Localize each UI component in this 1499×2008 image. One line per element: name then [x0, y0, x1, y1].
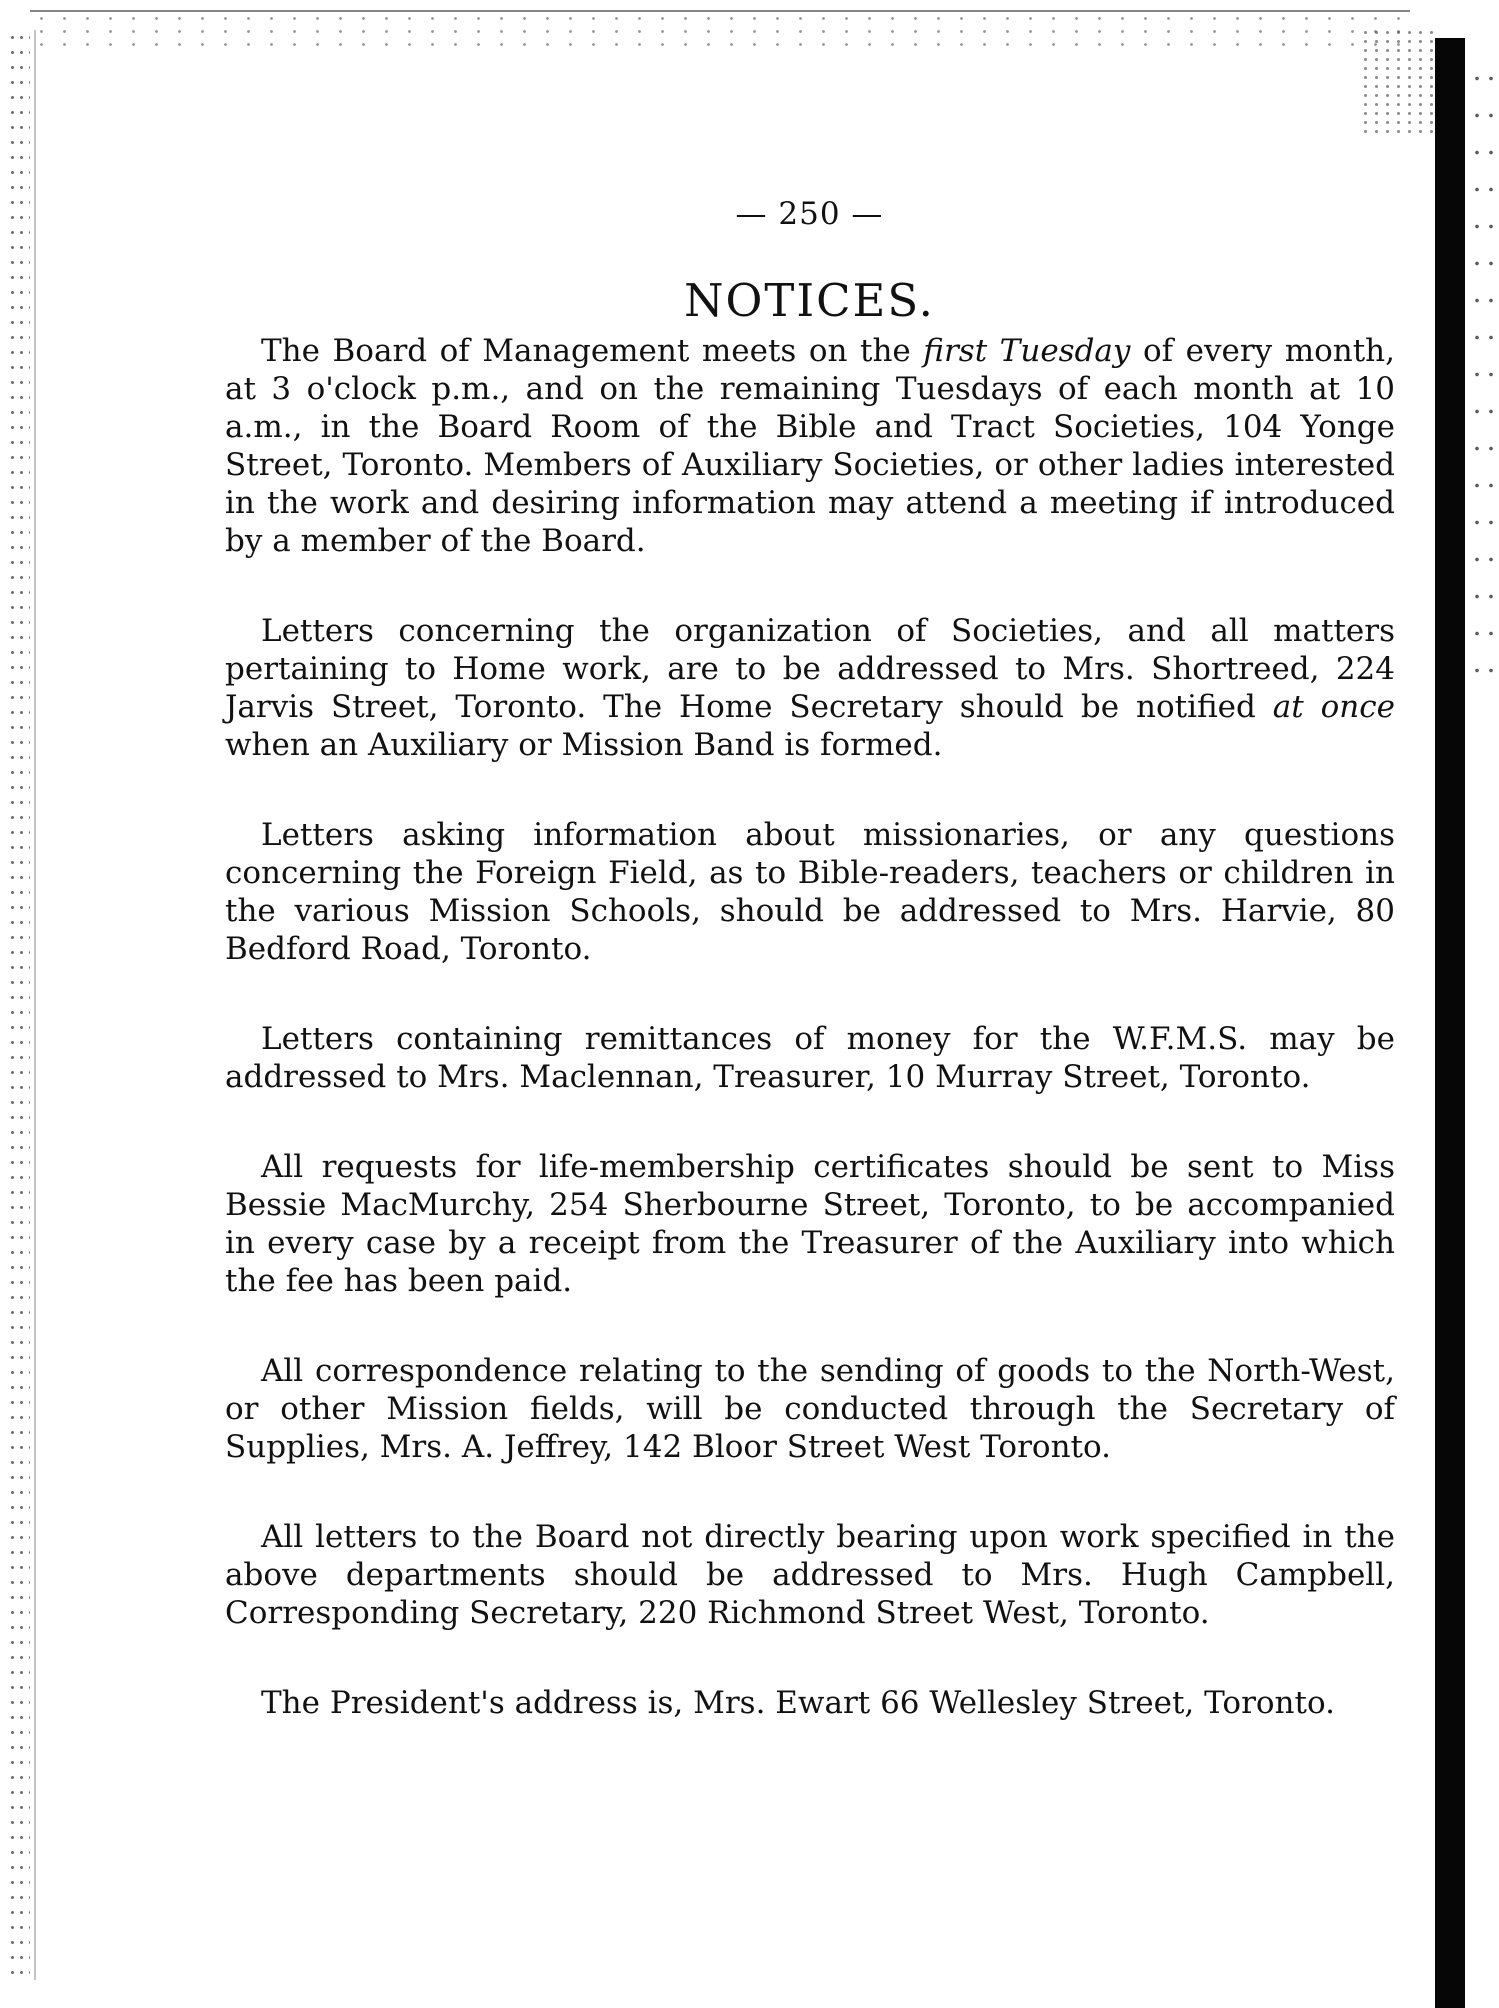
notice-supplies	[225, 1352, 1395, 1466]
notice-remittances	[225, 1020, 1395, 1096]
notice-text: when an Auxiliary or Mission Band is formed.	[225, 727, 943, 763]
page-number: — 250 —	[735, 196, 884, 232]
notice-text: The President's address is, Mrs. Ewart 66 Wellesley Street, Toronto.	[261, 1685, 1335, 1721]
notice-text: All requests for life-membership certificates should be sent to Miss Bessie MacMurchy, 254 Sherbourne Street, Toronto, to be accompanied in every case by a receipt from the Treasurer of the Auxiliary into which the fee has been paid.	[225, 1149, 1395, 1299]
notice-text: All correspondence relating to the sending of goods to the North-West, or other Mission fields, will be conducted through the Secretary of Supplies, Mrs. A. Jeffrey, 142 Bloor Street West Toronto.	[225, 1353, 1395, 1465]
scan-corner-speckle	[1360, 28, 1440, 138]
notice-text: Letters asking information about missionaries, or any questions concerning the Foreign Field, as to Bible-readers, teachers or children in the various Mission Schools, should be addressed to Mrs. Harvie, 80 Bedford Road, Toronto.	[225, 817, 1395, 967]
notice-board-meetings	[225, 332, 1395, 560]
notice-correspondence	[225, 1518, 1395, 1632]
notice-life-membership	[225, 1148, 1395, 1300]
notices-body	[225, 332, 1395, 1774]
notice-president	[225, 1684, 1395, 1722]
notice-text: Letters containing remittances of money for the W.F.M.S. may be addressed to Mrs. Maclennan, Treasurer, 10 Murray Street, Toronto.	[225, 1021, 1395, 1095]
notice-text: Letters concerning the organization of Societies, and all matters pertaining to Home work, are to be addressed to Mrs. Shortreed, 224 Jarvis Street, Toronto. The Home Secretary should be notified	[225, 613, 1395, 725]
notice-emphasis: at once	[1272, 689, 1395, 725]
notice-home-work	[225, 612, 1395, 764]
notice-foreign-field	[225, 816, 1395, 968]
scan-right-binding-shadow	[1435, 38, 1465, 2008]
notice-text: All letters to the Board not directly bearing upon work specified in the above departments should be addressed to Mrs. Hugh Campbell, Corresponding Secretary, 220 Richmond Street West, Toronto.	[225, 1519, 1395, 1631]
page-title: NOTICES.	[684, 274, 935, 327]
scan-top-edge	[30, 10, 1410, 48]
scan-right-edge-marks	[1470, 60, 1494, 700]
notice-text: of every month, at 3 o'clock p.m., and on the remaining Tuesdays of each month at 10 a.m., in the Board Room of the Bible and Tract Societies, 104 Yonge Street, Toronto. Members of Auxiliary Societies, or other ladies interested in the work and desiring information may attend a meeting if introduced by a member of the Board.	[225, 333, 1395, 559]
notice-emphasis: first Tuesday	[923, 333, 1131, 369]
notice-text: The Board of Management meets on the	[261, 333, 924, 369]
